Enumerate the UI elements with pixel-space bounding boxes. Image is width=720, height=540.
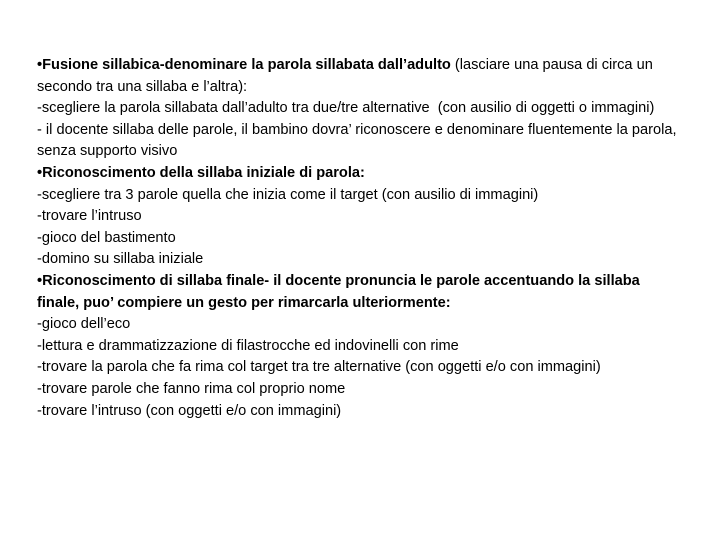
text-fusione-sillabica-detail: (lasciare una pausa di circa un secondo tra una sillaba e l’altra): xyxy=(37,57,657,95)
list-item-docente-sillaba: - il docente sillaba delle parole, il bambino dovra’ riconoscere e denominare fluentemente la parola, senza supporto visivo xyxy=(37,121,681,160)
slide-text-block xyxy=(37,55,681,422)
list-item-filastrocche: -lettura e drammatizzazione di filastrocche ed indovinelli con rime xyxy=(37,337,459,354)
heading-fusione-sillabica: •Fusione sillabica-denominare la parola sillabata dall’adulto xyxy=(37,57,451,73)
list-item-intruso-oggetti: -trovare l’intruso (con oggetti e/o con immagini) xyxy=(37,402,342,419)
list-item-gioco-bastimento: -gioco del bastimento xyxy=(37,229,176,246)
list-item-trovare-intruso: -trovare l’intruso xyxy=(37,208,142,225)
list-item-scegliere-parola: -scegliere la parola sillabata dall’adulto tra due/tre alternative (con ausilio di oggetti o immagini) xyxy=(37,100,655,117)
list-item-rima-nome: -trovare parole che fanno rima col proprio nome xyxy=(37,380,346,397)
list-item-scegliere-tre-parole: -scegliere tra 3 parole quella che inizia come il target (con ausilio di immagini) xyxy=(37,186,539,203)
heading-sillaba-iniziale: •Riconoscimento della sillaba iniziale di parola: xyxy=(37,164,365,181)
paragraph-fusione-sillabica xyxy=(37,55,677,98)
list-item-rima-target: -trovare la parola che fa rima col target tra tre alternative (con oggetti e/o con immagini) xyxy=(37,359,601,376)
list-item-domino: -domino su sillaba iniziale xyxy=(37,251,204,268)
list-item-gioco-eco: -gioco dell’eco xyxy=(37,316,131,333)
heading-sillaba-finale: •Riconoscimento di sillaba finale- il docente pronuncia le parole accentuando la sillaba finale, puo’ compiere un gesto per rimarcarla ulteriormente: xyxy=(37,272,644,311)
